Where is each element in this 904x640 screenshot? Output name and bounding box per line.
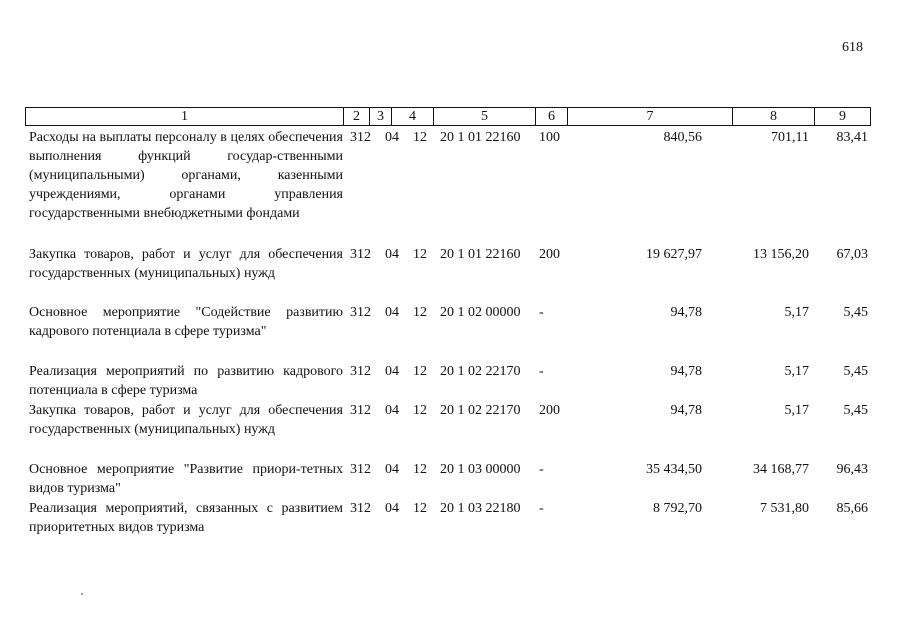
header-col-7: 7: [568, 108, 733, 125]
row-col-9: 67,03: [836, 247, 868, 262]
page-number: 618: [842, 40, 863, 55]
row-col-7: 94,78: [670, 403, 702, 418]
row-col-9: 5,45: [843, 364, 868, 379]
row-col-9: 5,45: [843, 305, 868, 320]
row-col-4: 12: [413, 364, 427, 379]
row-col-7: 19 627,97: [646, 247, 702, 262]
row-description: Реализация мероприятий по развитию кадрового потенциала в сфере туризма: [29, 364, 343, 398]
row-col-9: 96,43: [836, 462, 868, 477]
row-col-5: 20 1 03 22180: [440, 501, 521, 516]
row-col-5: 20 1 02 22170: [440, 364, 521, 379]
row-col-7: 94,78: [670, 305, 702, 320]
row-col-9: 83,41: [836, 130, 868, 145]
row-col-8: 13 156,20: [753, 247, 809, 262]
row-col-5: 20 1 02 22170: [440, 403, 521, 418]
row-col-7: 8 792,70: [653, 501, 702, 516]
row-col-4: 12: [413, 130, 427, 145]
scan-speck: [81, 593, 83, 595]
row-col-2: 312: [350, 364, 371, 379]
row-col-5: 20 1 01 22160: [440, 247, 521, 262]
row-col-6: 100: [539, 130, 560, 145]
header-col-4: 4: [392, 108, 434, 125]
row-col-3: 04: [385, 247, 399, 262]
row-col-6: -: [539, 305, 544, 320]
row-col-2: 312: [350, 247, 371, 262]
row-col-8: 5,17: [784, 364, 809, 379]
row-col-6: -: [539, 501, 544, 516]
row-col-6: -: [539, 462, 544, 477]
row-description: Расходы на выплаты персоналу в целях обеспечения выполнения функций государ-ственными (муниципальными) органами, казенными учреждениями, органами управления государственными внебюджетными фондами: [29, 130, 343, 221]
row-col-7: 35 434,50: [646, 462, 702, 477]
row-col-3: 04: [385, 364, 399, 379]
row-col-2: 312: [350, 130, 371, 145]
row-col-4: 12: [413, 462, 427, 477]
row-col-3: 04: [385, 130, 399, 145]
row-col-8: 701,11: [771, 130, 809, 145]
header-col-6: 6: [536, 108, 568, 125]
row-col-3: 04: [385, 305, 399, 320]
row-col-4: 12: [413, 305, 427, 320]
row-col-8: 5,17: [784, 403, 809, 418]
row-col-8: 7 531,80: [760, 501, 809, 516]
row-col-9: 5,45: [843, 403, 868, 418]
row-col-2: 312: [350, 462, 371, 477]
row-col-6: -: [539, 364, 544, 379]
header-col-3: 3: [370, 108, 392, 125]
row-col-3: 04: [385, 501, 399, 516]
header-col-5: 5: [434, 108, 536, 125]
row-description: Основное мероприятие "Развитие приори-тетных видов туризма": [29, 462, 343, 496]
row-description: Реализация мероприятий, связанных с развитием приоритетных видов туризма: [29, 501, 343, 535]
row-col-8: 34 168,77: [753, 462, 809, 477]
row-col-5: 20 1 02 00000: [440, 305, 521, 320]
row-col-8: 5,17: [784, 305, 809, 320]
row-col-2: 312: [350, 501, 371, 516]
row-description: Закупка товаров, работ и услуг для обеспечения государственных (муниципальных) нужд: [29, 247, 343, 281]
row-col-3: 04: [385, 403, 399, 418]
row-col-2: 312: [350, 305, 371, 320]
row-col-7: 94,78: [670, 364, 702, 379]
header-col-8: 8: [733, 108, 815, 125]
table-header: [25, 107, 871, 126]
header-col-1: 1: [26, 108, 344, 125]
header-col-9: 9: [839, 109, 846, 124]
row-col-4: 12: [413, 501, 427, 516]
row-col-4: 12: [413, 247, 427, 262]
row-col-4: 12: [413, 403, 427, 418]
row-col-3: 04: [385, 462, 399, 477]
row-description: Основное мероприятие "Содействие развитию кадрового потенциала в сфере туризма": [29, 305, 343, 339]
row-description: Закупка товаров, работ и услуг для обеспечения государственных (муниципальных) нужд: [29, 403, 343, 437]
row-col-6: 200: [539, 403, 560, 418]
row-col-9: 85,66: [836, 501, 868, 516]
row-col-2: 312: [350, 403, 371, 418]
row-col-6: 200: [539, 247, 560, 262]
row-col-5: 20 1 01 22160: [440, 130, 521, 145]
header-col-2: 2: [344, 108, 370, 125]
row-col-5: 20 1 03 00000: [440, 462, 521, 477]
row-col-7: 840,56: [663, 130, 702, 145]
